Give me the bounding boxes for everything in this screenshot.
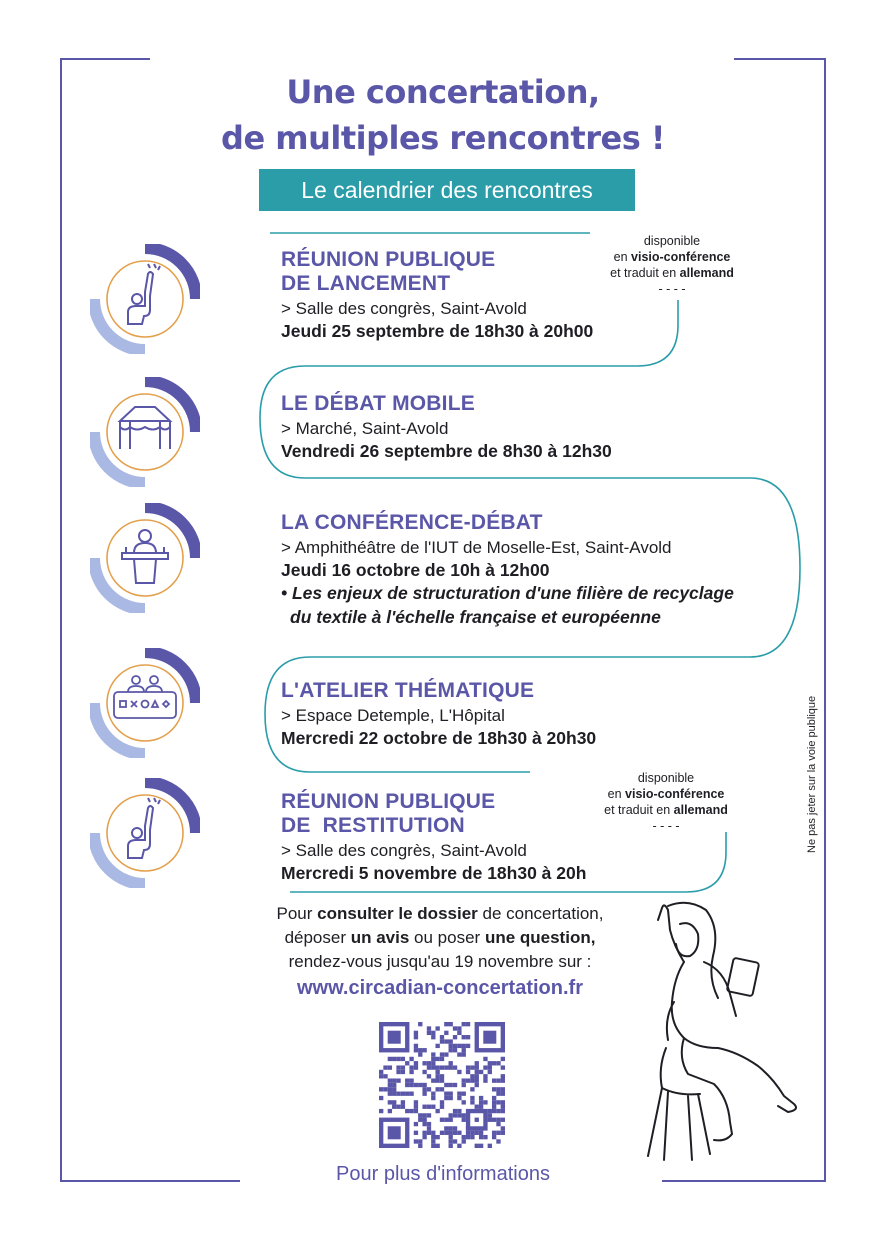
- event-place: > Amphithéâtre de l'IUT de Moselle-Est, Saint-Avold: [281, 538, 672, 557]
- event-restitution-meeting: [281, 790, 586, 884]
- qr-code[interactable]: [379, 1022, 505, 1148]
- event-subject: • Les enjeux de structuration d'une filière de recyclage: [281, 583, 734, 603]
- event-thematic-workshop: [281, 679, 596, 749]
- seated-person-illustration: [618, 898, 808, 1163]
- tent-icon: [90, 377, 200, 487]
- footer-more-info: Pour plus d'informations: [336, 1163, 550, 1185]
- event-place: > Salle des congrès, Saint-Avold: [281, 841, 527, 860]
- event-date: Mercredi 22 octobre de 18h30 à 20h30: [281, 728, 597, 748]
- event-title: L'ATELIER THÉMATIQUE: [281, 679, 535, 702]
- page-title-line1: Une concertation,: [286, 73, 600, 111]
- event-launch-meeting: [281, 248, 593, 342]
- availability-note: disponible en visio-conférence et traduit en allemand - - - -: [604, 771, 728, 833]
- event-date: Mercredi 5 novembre de 18h30 à 20h: [281, 863, 587, 883]
- event-title: LA CONFÉRENCE-DÉBAT: [281, 511, 543, 534]
- side-note: Ne pas jeter sur la voie publique: [806, 695, 818, 853]
- raised-hand-icon: [90, 244, 200, 354]
- event-date: Vendredi 26 septembre de 8h30 à 12h30: [281, 441, 612, 461]
- call-to-action: Pour consulter le dossier de concertation, déposer un avis ou poser une question, rendez-vous jusqu'au 19 novembre sur : www.circadian-concertation.fr: [240, 902, 640, 1002]
- event-place: > Salle des congrès, Saint-Avold: [281, 299, 527, 318]
- event-title: RÉUNION PUBLIQUE: [281, 790, 496, 813]
- availability-note: disponible en visio-conférence et traduit en allemand - - - -: [610, 234, 734, 296]
- event-conference-debate: [281, 511, 734, 629]
- event-title: RÉUNION PUBLIQUE: [281, 248, 496, 271]
- event-subject: du textile à l'échelle française et européenne: [290, 607, 661, 627]
- event-place: > Espace Detemple, L'Hôpital: [281, 706, 505, 725]
- event-mobile-debate: [281, 392, 612, 462]
- event-place: > Marché, Saint-Avold: [281, 419, 449, 438]
- podium-icon: [90, 503, 200, 613]
- event-title: DE RESTITUTION: [281, 814, 465, 837]
- event-title: DE LANCEMENT: [281, 272, 451, 295]
- event-date: Jeudi 25 septembre de 18h30 à 20h00: [281, 321, 594, 341]
- calendar-banner: Le calendrier des rencontres: [259, 169, 635, 211]
- workshop-table-icon: [90, 648, 200, 758]
- raised-hand-icon: [90, 778, 200, 888]
- event-date: Jeudi 16 octobre de 10h à 12h00: [281, 560, 550, 580]
- website-link[interactable]: www.circadian-concertation.fr: [297, 977, 583, 999]
- event-title: LE DÉBAT MOBILE: [281, 392, 475, 415]
- page-title-line2: de multiples rencontres !: [221, 119, 665, 157]
